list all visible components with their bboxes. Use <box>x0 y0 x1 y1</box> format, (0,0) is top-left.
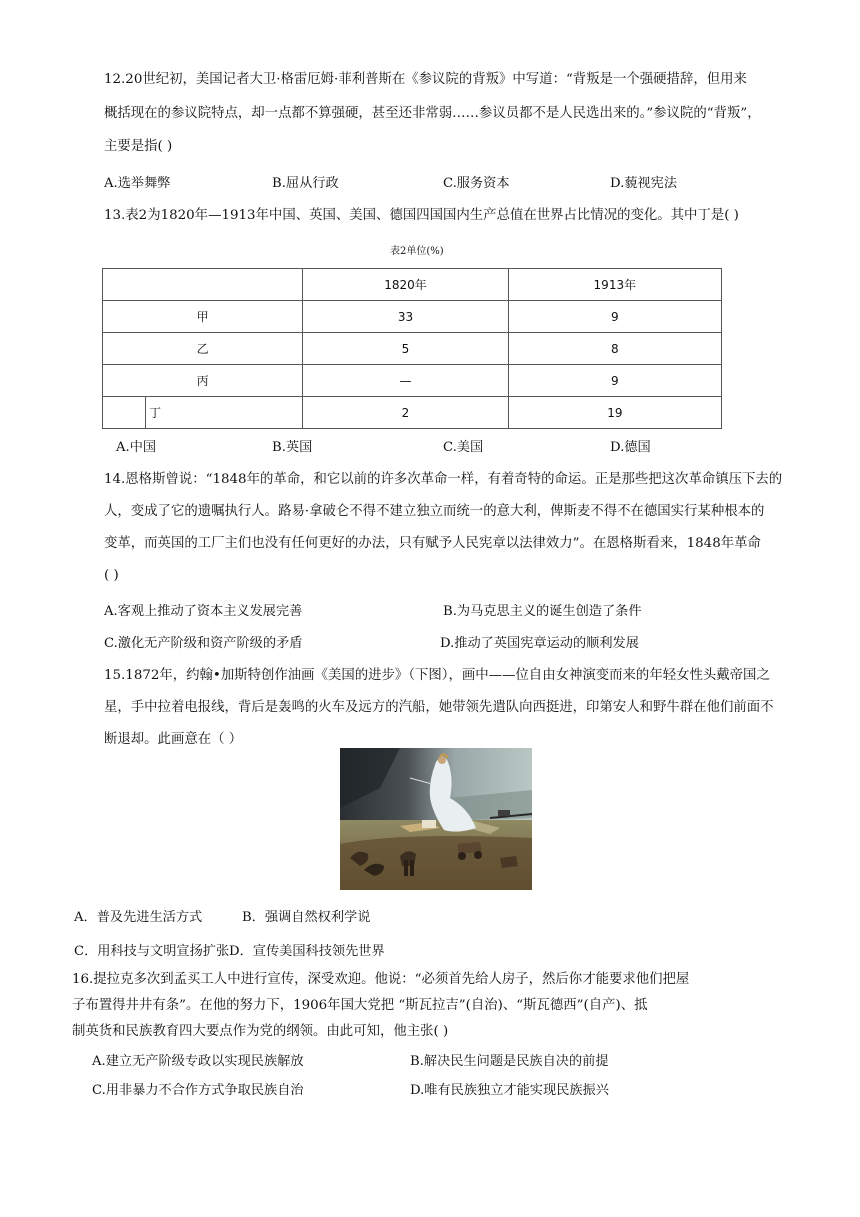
q14-stem-line-3: 变革，而英国的工厂主们也没有任何更好的办法，只有赋予人民宪章以法律效力”。在恩格斯看来，1848年革命 <box>104 536 761 551</box>
q12-option-d[interactable]: D.藐视宪法 <box>610 176 678 191</box>
table-cell: 2 <box>303 397 508 429</box>
q12-stem-line-1: 12.20世纪初，美国记者大卫·格雷厄姆·菲利普斯在《参议院的背叛》中写道：“背叛是一个强硬措辞，但用来 <box>104 72 747 87</box>
q16-stem-line-3: 制英货和民族教育四大要点作为党的纲领。由此可知，他主张( ) <box>72 1024 449 1039</box>
table-cell-country: 丙 <box>103 365 303 397</box>
q12-stem-line-3: 主要是指( ) <box>104 139 173 154</box>
q12-option-a[interactable]: A.选举舞弊 <box>104 176 171 191</box>
table-cell-country-label: 丁 <box>149 406 162 420</box>
table-cell-country: 甲 <box>103 301 303 333</box>
table-header-row <box>103 269 722 301</box>
table-cell: 19 <box>508 397 721 429</box>
american-progress-painting <box>340 748 532 890</box>
q12-stem-line-2: 概括现在的参议院特点，却一点都不算强硬，甚至还非常弱……参议员都不是人民选出来的。”参议院的“背叛”， <box>104 106 761 121</box>
q14-stem-line-4: ( ) <box>104 568 119 583</box>
q15-stem-line-1: 15.1872年，约翰•加斯特创作油画《美国的进步》（下图），画中——位自由女神演变而来的年轻女性头戴帝国之 <box>104 668 770 683</box>
q15-option-c[interactable]: C．用科技与文明宣扬扩张 <box>74 944 230 959</box>
q14-option-a[interactable]: A.客观上推动了资本主义发展完善 <box>104 604 303 619</box>
table-row <box>103 397 722 429</box>
table-cell: 9 <box>508 301 721 333</box>
q16-option-a[interactable]: A.建立无产阶级专政以实现民族解放 <box>92 1054 304 1069</box>
q14-stem-line-1: 14.恩格斯曾说：“1848年的革命，和它以前的许多次革命一样，有着奇特的命运。正是那些把这次革命镇压下去的 <box>104 472 783 487</box>
table-cell: 9 <box>508 365 721 397</box>
q15-stem-line-3: 断退却。此画意在（ ） <box>104 732 243 747</box>
q13-option-c[interactable]: C.美国 <box>443 440 484 455</box>
q15-option-b[interactable]: B．强调自然权利学说 <box>242 910 371 925</box>
table-header-cell: 1913年 <box>508 269 721 301</box>
q13-option-b[interactable]: B.英国 <box>272 440 313 455</box>
table-row <box>103 301 722 333</box>
q12-option-b[interactable]: B.屈从行政 <box>272 176 339 191</box>
q14-option-d[interactable]: D.推动了英国宪章运动的顺利发展 <box>440 636 639 651</box>
q13-option-a[interactable]: A.中国 <box>116 440 157 455</box>
q15-option-d[interactable]: D．宣传美国科技领先世界 <box>229 944 385 959</box>
table-caption: 表2单位(%) <box>390 246 444 257</box>
table-cell: 33 <box>303 301 508 333</box>
q14-option-c[interactable]: C.激化无产阶级和资产阶级的矛盾 <box>104 636 303 651</box>
table-header-cell: 1820年 <box>303 269 508 301</box>
q16-stem-line-1: 16.提拉克多次到孟买工人中进行宣传，深受欢迎。他说：“必须首先给人房子，然后你才能要求他们把屋 <box>72 972 690 987</box>
table-header-cell <box>103 269 303 301</box>
table-cell: 8 <box>508 333 721 365</box>
table-cell-country: 乙 <box>103 333 303 365</box>
table-cell-country <box>103 397 303 429</box>
q16-stem-line-2: 子布置得井井有条”。在他的努力下，1906年国大党把 “斯瓦拉吉”(自治)、“斯瓦德西”(自产)、抵 <box>72 998 648 1013</box>
q13-option-d[interactable]: D.德国 <box>610 440 651 455</box>
table-row <box>103 365 722 397</box>
q14-option-b[interactable]: B.为马克思主义的诞生创造了条件 <box>443 604 642 619</box>
q15-stem-line-2: 星，手中拉着电报线，背后是轰鸣的火车及远方的汽船，她带领先遣队向西挺进，印第安人和野牛群在他们前面不 <box>104 700 774 715</box>
q15-option-a[interactable]: A．普及先进生活方式 <box>74 910 203 925</box>
q12-option-c[interactable]: C.服务资本 <box>443 176 510 191</box>
q13-stem: 13.表2为1820年—1913年中国、英国、美国、德国四国国内生产总值在世界占比情况的变化。其中丁是( ) <box>104 208 739 223</box>
q16-option-d[interactable]: D.唯有民族独立才能实现民族振兴 <box>410 1083 609 1098</box>
q16-option-b[interactable]: B.解决民生问题是民族自决的前提 <box>410 1054 609 1069</box>
table-cell: — <box>303 365 508 397</box>
gdp-share-table <box>102 268 722 429</box>
q16-option-c[interactable]: C.用非暴力不合作方式争取民族自治 <box>92 1083 304 1098</box>
table-row <box>103 333 722 365</box>
table-cell: 5 <box>303 333 508 365</box>
q14-stem-line-2: 人，变成了它的遗嘱执行人。路易·拿破仑不得不建立独立而统一的意大利，俾斯麦不得不在德国实行某种根本的 <box>104 504 765 519</box>
